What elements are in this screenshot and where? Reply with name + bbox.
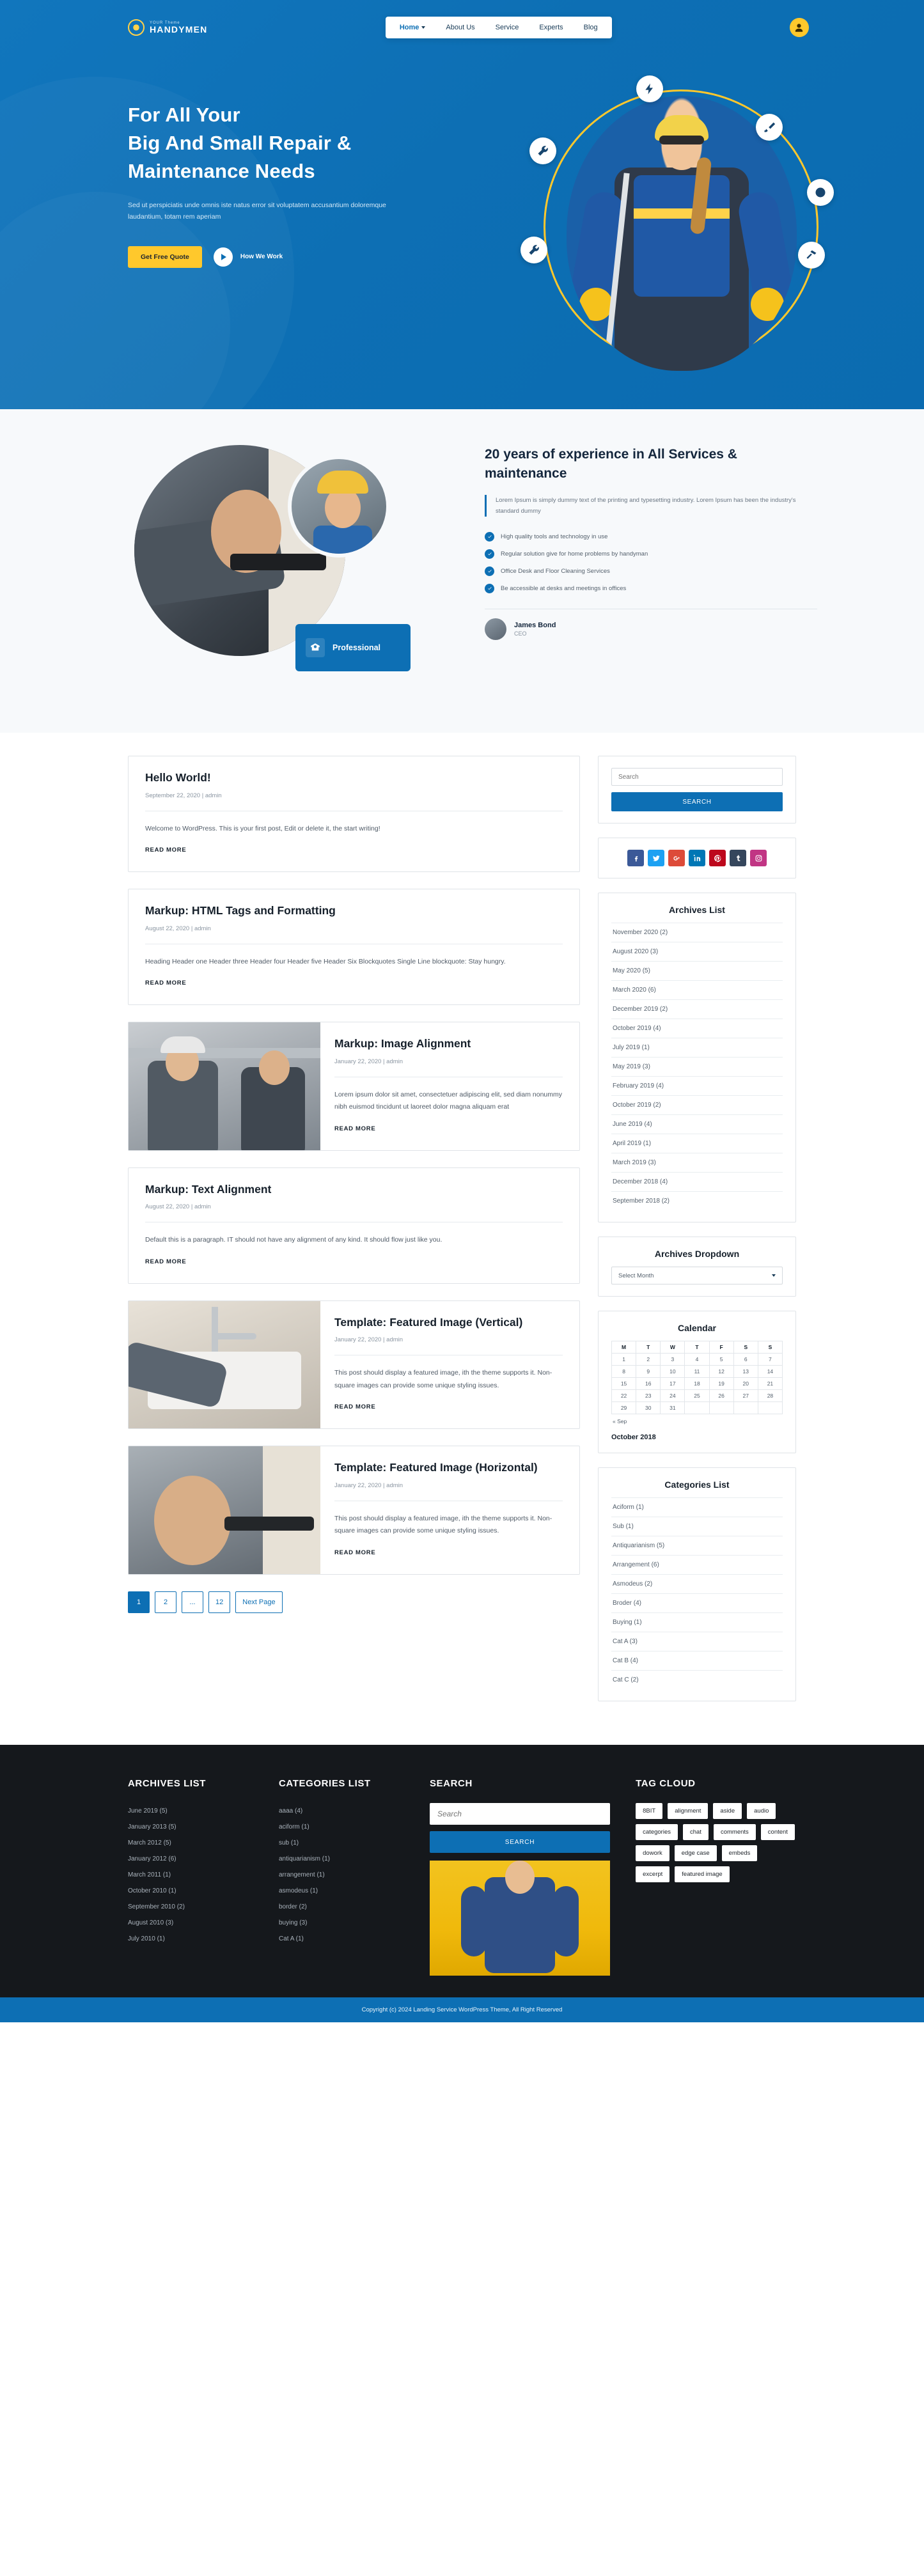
feature-label: Regular solution give for home problems by handyman bbox=[501, 550, 648, 558]
list-item[interactable]: Arrangement (6) bbox=[611, 1555, 783, 1574]
about-media bbox=[128, 439, 454, 694]
calendar-weekday: S bbox=[758, 1341, 782, 1354]
calendar-week bbox=[612, 1354, 783, 1366]
avatar bbox=[485, 618, 506, 640]
tag-item[interactable]: embeds bbox=[722, 1845, 758, 1861]
how-we-work-link[interactable] bbox=[214, 247, 283, 267]
dropdown-value: Select Month bbox=[618, 1272, 654, 1279]
widget-search bbox=[598, 756, 796, 824]
archives-dropdown-select[interactable] bbox=[611, 1267, 783, 1284]
post-excerpt: Heading Header one Header three Header four Header five Header Six Blockquotes Single Line blockquote: Stay hungry. bbox=[145, 957, 506, 965]
list-item[interactable]: Cat A (1) bbox=[278, 1935, 304, 1942]
footer-search-column bbox=[430, 1778, 610, 1976]
calendar-day[interactable]: 28 bbox=[758, 1390, 782, 1402]
calendar-weekday: T bbox=[636, 1341, 661, 1354]
nav-label: About Us bbox=[446, 24, 475, 31]
list-item[interactable]: August 2010 (3) bbox=[128, 1919, 174, 1926]
post-excerpt: Default this is a paragraph. IT should not have any alignment of any kind. It should flow just like you. bbox=[145, 1236, 442, 1244]
check-icon bbox=[485, 532, 494, 542]
calendar-day[interactable]: 22 bbox=[612, 1390, 636, 1402]
pagination-next-button[interactable]: Next Page bbox=[235, 1591, 282, 1613]
engineer-icon bbox=[306, 638, 325, 657]
widget-archives-list bbox=[598, 893, 796, 1222]
site-header bbox=[0, 0, 924, 38]
post-excerpt: This post should display a featured image, ith the theme supports it. Non-square images can provide some unique styling issues. bbox=[334, 1514, 552, 1535]
facebook-icon[interactable] bbox=[627, 850, 644, 866]
read-more-link[interactable]: READ MORE bbox=[145, 1258, 187, 1265]
calendar-day[interactable]: 14 bbox=[758, 1366, 782, 1378]
check-icon bbox=[485, 584, 494, 593]
hero-illustration bbox=[492, 77, 902, 409]
professional-badge-label: Professional bbox=[333, 643, 381, 652]
list-item[interactable]: buying (3) bbox=[278, 1919, 308, 1926]
professional-badge bbox=[295, 624, 411, 671]
calendar-day[interactable]: 4 bbox=[685, 1354, 709, 1366]
hero-title-line-3: Maintenance Needs bbox=[128, 160, 315, 183]
calendar-prev-link[interactable]: « Sep bbox=[613, 1418, 627, 1425]
post-meta: August 22, 2020 | admin bbox=[145, 1203, 211, 1211]
read-more-link[interactable]: READ MORE bbox=[334, 1125, 376, 1132]
post-list bbox=[128, 756, 580, 1715]
calendar-day[interactable]: 6 bbox=[733, 1354, 758, 1366]
read-more-link[interactable]: READ MORE bbox=[145, 980, 187, 987]
list-item[interactable]: October 2010 (1) bbox=[128, 1887, 176, 1894]
nav-label: Service bbox=[495, 24, 519, 31]
list-item[interactable]: February 2019 (4) bbox=[611, 1076, 783, 1095]
calendar-day[interactable]: 25 bbox=[685, 1390, 709, 1402]
footer-column-title: TAG CLOUD bbox=[636, 1778, 696, 1789]
user-icon[interactable] bbox=[790, 18, 809, 37]
play-icon[interactable] bbox=[214, 247, 233, 267]
footer-search-input[interactable] bbox=[430, 1803, 610, 1825]
list-item[interactable]: July 2019 (1) bbox=[611, 1038, 783, 1057]
calendar-day[interactable]: 3 bbox=[661, 1354, 685, 1366]
calendar-week bbox=[612, 1390, 783, 1402]
calendar-day[interactable]: 11 bbox=[685, 1366, 709, 1378]
list-item[interactable]: May 2020 (5) bbox=[611, 961, 783, 980]
pagination-page-12[interactable]: 12 bbox=[208, 1591, 230, 1613]
chevron-down-icon bbox=[421, 26, 425, 29]
content-area bbox=[0, 733, 924, 1745]
footer-column-title: ARCHIVES LIST bbox=[128, 1778, 206, 1789]
feature-item bbox=[485, 580, 817, 597]
widget-title: Calendar bbox=[678, 1323, 716, 1333]
tag-item[interactable]: edge case bbox=[675, 1845, 717, 1861]
footer-archives-list bbox=[128, 1803, 253, 1947]
list-item[interactable]: November 2020 (2) bbox=[611, 923, 783, 942]
footer-categories-column bbox=[279, 1778, 404, 1976]
pagination-page-2[interactable]: 2 bbox=[155, 1591, 176, 1613]
categories-list bbox=[611, 1497, 783, 1689]
widget-archives-dropdown bbox=[598, 1237, 796, 1297]
calendar-day-empty bbox=[758, 1402, 782, 1414]
list-item[interactable]: March 2019 (3) bbox=[611, 1153, 783, 1172]
calendar-day[interactable]: 12 bbox=[709, 1366, 733, 1378]
list-item[interactable]: September 2010 (2) bbox=[128, 1903, 185, 1910]
pagination-ellipsis: ... bbox=[182, 1591, 203, 1613]
check-icon bbox=[485, 566, 494, 576]
list-item[interactable]: Cat A (3) bbox=[611, 1632, 783, 1651]
tag-item[interactable]: comments bbox=[714, 1824, 756, 1840]
list-item[interactable]: Cat C (2) bbox=[611, 1670, 783, 1689]
feature-item bbox=[485, 563, 817, 580]
list-item[interactable]: Asmodeus (2) bbox=[611, 1574, 783, 1593]
about-person bbox=[485, 618, 817, 640]
chevron-down-icon bbox=[772, 1274, 776, 1277]
calendar-weekday: T bbox=[685, 1341, 709, 1354]
engineer-photo-small bbox=[288, 455, 390, 558]
list-item[interactable]: March 2011 (1) bbox=[128, 1871, 171, 1878]
list-item[interactable]: January 2012 (6) bbox=[128, 1855, 176, 1862]
calendar-day-empty bbox=[709, 1402, 733, 1414]
feature-item bbox=[485, 528, 817, 545]
footer-categories-list bbox=[279, 1803, 404, 1947]
list-item[interactable]: sub (1) bbox=[278, 1839, 299, 1846]
calendar-day[interactable]: 17 bbox=[661, 1378, 685, 1390]
tag-item[interactable]: alignment bbox=[668, 1803, 708, 1819]
calendar-day[interactable]: 26 bbox=[709, 1390, 733, 1402]
google-plus-icon[interactable] bbox=[668, 850, 685, 866]
calendar-day[interactable]: 31 bbox=[661, 1402, 685, 1414]
calendar-day-empty bbox=[685, 1402, 709, 1414]
calendar-day-empty bbox=[733, 1402, 758, 1414]
calendar-day[interactable]: 10 bbox=[661, 1366, 685, 1378]
post-thumbnail[interactable] bbox=[129, 1022, 320, 1150]
post-title[interactable]: Markup: Image Alignment bbox=[334, 1037, 471, 1050]
wrench-icon[interactable] bbox=[529, 137, 556, 164]
calendar-week bbox=[612, 1366, 783, 1378]
list-item[interactable]: July 2010 (1) bbox=[128, 1935, 165, 1942]
person-name: James Bond bbox=[514, 621, 556, 629]
pagination[interactable] bbox=[128, 1591, 580, 1613]
logo-tagline: YOUR Theme bbox=[150, 21, 180, 25]
archives-list bbox=[611, 923, 783, 1210]
pagination-page-1[interactable]: 1 bbox=[128, 1591, 150, 1613]
footer-promo-image bbox=[430, 1861, 610, 1976]
footer-archives-column bbox=[128, 1778, 253, 1976]
main-navigation[interactable] bbox=[386, 17, 612, 38]
nav-item-about-us[interactable] bbox=[435, 17, 485, 38]
tag-cloud bbox=[636, 1803, 796, 1882]
calendar-day[interactable]: 18 bbox=[685, 1378, 709, 1390]
calendar-day[interactable]: 9 bbox=[636, 1366, 661, 1378]
nav-item-experts[interactable] bbox=[529, 17, 573, 38]
tumblr-icon[interactable] bbox=[730, 850, 746, 866]
post-meta: August 22, 2020 | admin bbox=[145, 925, 211, 932]
calendar-weekday: S bbox=[733, 1341, 758, 1354]
logo-title: HANDYMEN bbox=[150, 24, 208, 35]
feature-label: High quality tools and technology in use bbox=[501, 533, 608, 540]
feature-item bbox=[485, 545, 817, 563]
calendar-day[interactable]: 21 bbox=[758, 1378, 782, 1390]
calendar-day[interactable]: 27 bbox=[733, 1390, 758, 1402]
widget-calendar bbox=[598, 1311, 796, 1453]
list-item[interactable]: March 2012 (5) bbox=[128, 1839, 171, 1846]
widget-social-links bbox=[598, 838, 796, 878]
nav-label: Blog bbox=[583, 24, 598, 31]
site-footer bbox=[0, 1745, 924, 1997]
about-feature-list bbox=[485, 528, 817, 597]
post-card[interactable] bbox=[128, 756, 580, 872]
post-excerpt: Welcome to WordPress. This is your first post, Edit or delete it, the start writing! bbox=[145, 824, 380, 832]
nav-item-home[interactable] bbox=[389, 17, 436, 38]
post-meta: September 22, 2020 | admin bbox=[145, 792, 222, 799]
about-quote: Lorem Ipsum is simply dummy text of the printing and typesetting industry. Lorem Ipsum has been the industry's standard dummy bbox=[485, 495, 817, 517]
tag-item[interactable]: aside bbox=[713, 1803, 742, 1819]
calendar-weekday: F bbox=[709, 1341, 733, 1354]
hero-paragraph: Sed ut perspiciatis unde omnis iste natus error sit voluptatem accusantium doloremque laudantium, totam rem aperiam bbox=[128, 201, 386, 221]
list-item[interactable]: asmodeus (1) bbox=[278, 1887, 318, 1894]
search-button[interactable]: SEARCH bbox=[611, 792, 783, 811]
calendar-table[interactable] bbox=[611, 1341, 783, 1414]
read-more-link[interactable]: READ MORE bbox=[334, 1403, 376, 1411]
about-section bbox=[0, 409, 924, 733]
list-item[interactable]: aaaa (4) bbox=[278, 1807, 303, 1815]
list-item[interactable]: May 2019 (3) bbox=[611, 1057, 783, 1076]
how-we-work-label: How We Work bbox=[240, 253, 283, 261]
post-meta: January 22, 2020 | admin bbox=[334, 1058, 403, 1065]
post-thumbnail[interactable] bbox=[129, 1301, 320, 1428]
list-item[interactable]: September 2018 (2) bbox=[611, 1191, 783, 1210]
list-item[interactable]: aciform (1) bbox=[278, 1823, 309, 1831]
twitter-icon[interactable] bbox=[648, 850, 664, 866]
read-more-link[interactable]: READ MORE bbox=[145, 847, 187, 854]
list-item[interactable]: October 2019 (2) bbox=[611, 1095, 783, 1114]
footer-column-title: SEARCH bbox=[429, 1778, 473, 1789]
feature-label: Office Desk and Floor Cleaning Services bbox=[501, 567, 610, 575]
person-role: CEO bbox=[514, 630, 527, 637]
list-item[interactable]: June 2019 (4) bbox=[611, 1114, 783, 1134]
instagram-icon[interactable] bbox=[750, 850, 767, 866]
post-title[interactable]: Template: Featured Image (Horizontal) bbox=[334, 1461, 538, 1474]
hero-title-line-2: Big And Small Repair & bbox=[128, 132, 352, 155]
nav-item-service[interactable] bbox=[485, 17, 529, 38]
list-item[interactable]: Sub (1) bbox=[611, 1517, 783, 1536]
calendar-day[interactable]: 13 bbox=[733, 1366, 758, 1378]
list-item[interactable]: March 2020 (6) bbox=[611, 980, 783, 999]
calendar-day[interactable]: 7 bbox=[758, 1354, 782, 1366]
footer-tagcloud-column bbox=[636, 1778, 796, 1976]
calendar-day[interactable]: 5 bbox=[709, 1354, 733, 1366]
sidebar bbox=[598, 756, 796, 1715]
tag-item[interactable]: content bbox=[761, 1824, 795, 1840]
calendar-day[interactable]: 20 bbox=[733, 1378, 758, 1390]
search-input[interactable] bbox=[611, 768, 783, 786]
calendar-week bbox=[612, 1402, 783, 1414]
widget-title: Categories List bbox=[664, 1479, 730, 1490]
calendar-day[interactable]: 23 bbox=[636, 1390, 661, 1402]
nav-label: Experts bbox=[539, 24, 563, 31]
tag-item[interactable]: excerpt bbox=[636, 1866, 670, 1882]
list-item[interactable]: April 2019 (1) bbox=[611, 1134, 783, 1153]
paint-roller-icon[interactable] bbox=[807, 179, 834, 206]
list-item[interactable]: Antiquarianism (5) bbox=[611, 1536, 783, 1555]
post-card[interactable] bbox=[128, 1167, 580, 1284]
check-icon bbox=[485, 549, 494, 559]
screwdriver-icon[interactable] bbox=[521, 237, 547, 263]
list-item[interactable]: Buying (1) bbox=[611, 1612, 783, 1632]
page-title bbox=[128, 101, 486, 185]
calendar-week bbox=[612, 1378, 783, 1390]
widget-categories-list bbox=[598, 1467, 796, 1701]
post-excerpt: Lorem ipsum dolor sit amet, consectetuer adipiscing elit, sed diam nonummy nibh euismod tincidunt ut laoreet dolor magna aliquam erat bbox=[334, 1090, 562, 1111]
calendar-day[interactable]: 29 bbox=[612, 1402, 636, 1414]
calendar-day[interactable]: 30 bbox=[636, 1402, 661, 1414]
post-meta: January 22, 2020 | admin bbox=[334, 1481, 403, 1489]
tag-item[interactable]: chat bbox=[683, 1824, 709, 1840]
post-title[interactable]: Markup: HTML Tags and Formatting bbox=[145, 904, 336, 917]
list-item[interactable]: August 2020 (3) bbox=[611, 942, 783, 961]
post-card[interactable] bbox=[128, 889, 580, 1005]
widget-title: Archives List bbox=[669, 905, 725, 915]
logo-icon bbox=[128, 19, 145, 36]
list-item[interactable]: December 2018 (4) bbox=[611, 1172, 783, 1191]
pinterest-icon[interactable] bbox=[709, 850, 726, 866]
post-card[interactable] bbox=[128, 1300, 580, 1429]
about-heading: 20 years of experience in All Services & maintenance bbox=[485, 447, 737, 481]
post-excerpt: This post should display a featured image, ith the theme supports it. Non-square images can provide some unique styling issues. bbox=[334, 1369, 552, 1389]
bolt-icon[interactable] bbox=[636, 75, 663, 102]
copyright-bar: Copyright (c) 2024 Landing Service WordPress Theme, All Right Reserved bbox=[0, 1997, 924, 2022]
calendar-weekday: M bbox=[612, 1341, 636, 1354]
nav-label: Home bbox=[399, 24, 419, 31]
post-card[interactable] bbox=[128, 1022, 580, 1150]
calendar-month-label: October 2018 bbox=[611, 1433, 656, 1441]
tag-item[interactable]: audio bbox=[747, 1803, 776, 1819]
tag-item[interactable]: categories bbox=[636, 1824, 678, 1840]
hero-section bbox=[0, 0, 924, 409]
calendar-day[interactable]: 15 bbox=[612, 1378, 636, 1390]
list-item[interactable]: Cat B (4) bbox=[611, 1651, 783, 1670]
post-title[interactable]: Template: Featured Image (Vertical) bbox=[334, 1315, 523, 1329]
footer-search-button[interactable]: SEARCH bbox=[430, 1831, 610, 1853]
post-title[interactable]: Hello World! bbox=[145, 771, 211, 784]
post-title[interactable]: Markup: Text Alignment bbox=[145, 1182, 272, 1196]
footer-column-title: CATEGORIES LIST bbox=[278, 1778, 371, 1789]
list-item[interactable]: antiquarianism (1) bbox=[278, 1855, 331, 1862]
list-item[interactable]: Aciform (1) bbox=[611, 1497, 783, 1517]
calendar-day[interactable]: 19 bbox=[709, 1378, 733, 1390]
list-item[interactable]: October 2019 (4) bbox=[611, 1019, 783, 1038]
list-item[interactable]: arrangement (1) bbox=[278, 1871, 325, 1878]
widget-title: Archives Dropdown bbox=[654, 1249, 740, 1259]
calendar-day[interactable]: 1 bbox=[612, 1354, 636, 1366]
post-card[interactable] bbox=[128, 1446, 580, 1574]
read-more-link[interactable]: READ MORE bbox=[334, 1549, 376, 1556]
tag-item[interactable]: featured image bbox=[675, 1866, 729, 1882]
feature-label: Be accessible at desks and meetings in offices bbox=[501, 584, 627, 592]
calendar-day[interactable]: 2 bbox=[636, 1354, 661, 1366]
tag-item[interactable]: 8BIT bbox=[636, 1803, 662, 1819]
calendar-day[interactable]: 16 bbox=[636, 1378, 661, 1390]
calendar-day[interactable]: 24 bbox=[661, 1390, 685, 1402]
post-meta: January 22, 2020 | admin bbox=[334, 1336, 403, 1344]
hero-title-line-1: For All Your bbox=[128, 104, 240, 126]
get-free-quote-button[interactable]: Get Free Quote bbox=[128, 246, 202, 268]
list-item[interactable]: Broder (4) bbox=[611, 1593, 783, 1612]
calendar-day[interactable]: 8 bbox=[612, 1366, 636, 1378]
linkedin-icon[interactable] bbox=[689, 850, 705, 866]
brush-icon[interactable] bbox=[756, 114, 783, 141]
list-item[interactable]: January 2013 (5) bbox=[128, 1823, 176, 1831]
calendar-weekday: W bbox=[661, 1341, 685, 1354]
tag-item[interactable]: dowork bbox=[636, 1845, 670, 1861]
list-item[interactable]: June 2019 (5) bbox=[128, 1807, 168, 1815]
list-item[interactable]: border (2) bbox=[278, 1903, 307, 1910]
hammer-icon[interactable] bbox=[798, 242, 825, 269]
nav-item-blog[interactable] bbox=[574, 17, 608, 38]
list-item[interactable]: December 2019 (2) bbox=[611, 999, 783, 1019]
post-thumbnail[interactable] bbox=[129, 1446, 320, 1573]
site-logo[interactable] bbox=[128, 19, 208, 36]
